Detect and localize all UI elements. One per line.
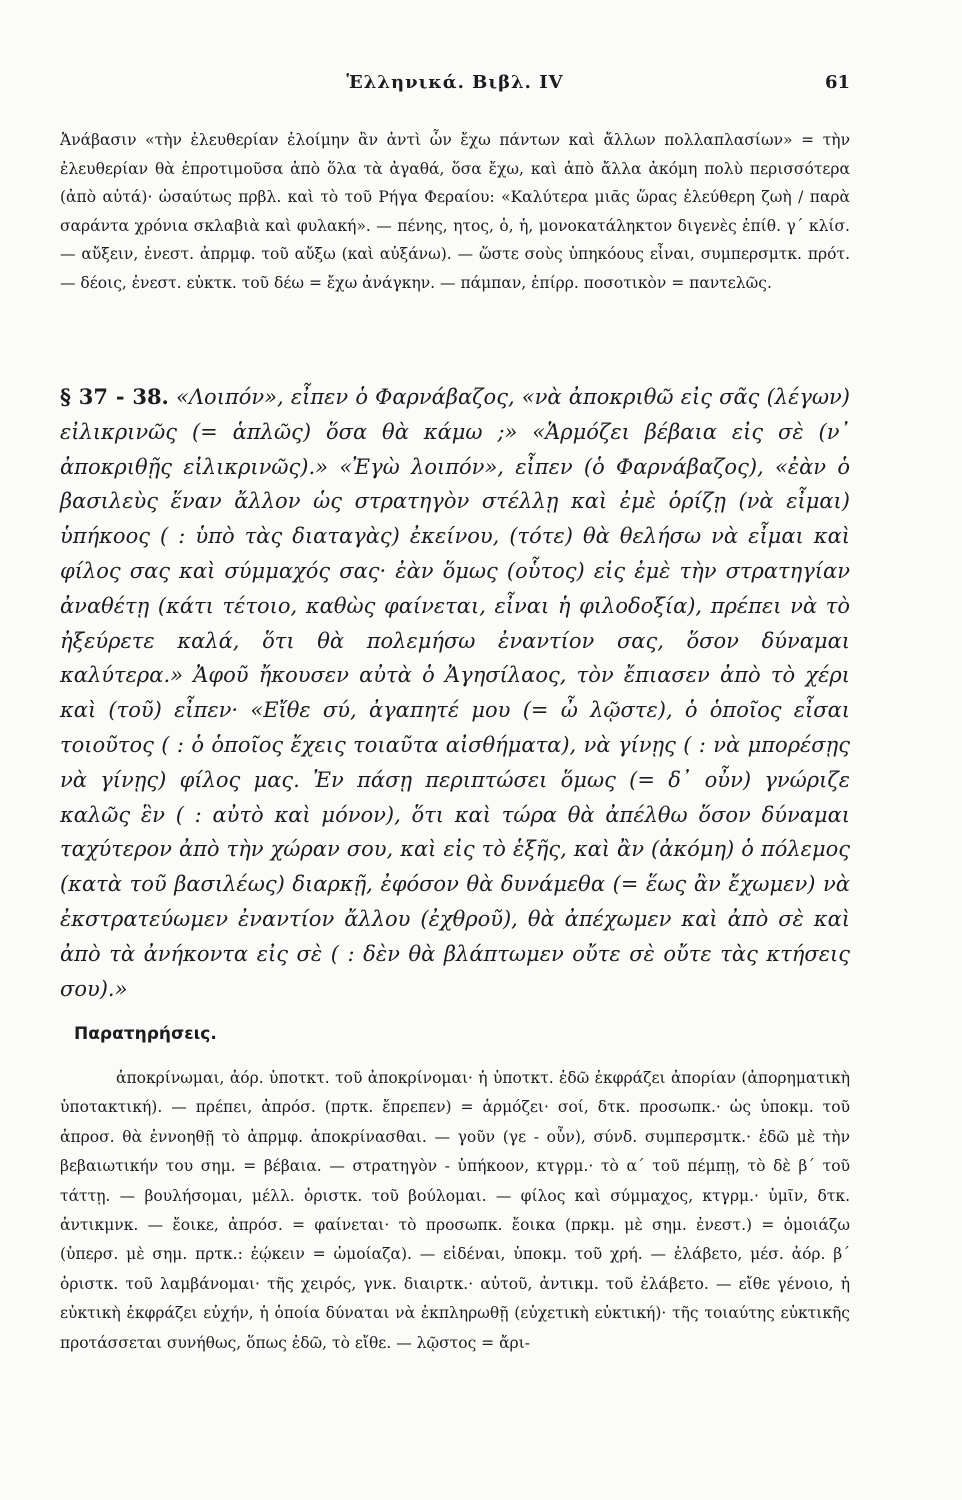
notes-paragraph: ἀποκρίνωμαι, ἀόρ. ὑποτκτ. τοῦ ἀποκρίνομαι· ἡ ὑποτκτ. ἐδῶ ἐκφράζει ἀπορίαν (ἀπορηματικὴ ὑποτακτική). — πρέπει, ἀπρόσ. (πρτκ. ἔπρεπεν) = ἁρμόζει· σοί, δτκ. προσωπκ.· ὡς ὑποκμ. τοῦ ἀπροσ. θὰ ἐννοηθῇ τὸ ἀπρμφ. ἀποκρίνασθαι. — γοῦν (γε - οὖν), σύνδ. συμπερσμτκ.· ἐδῶ μὲ τὴν βεβαιωτικήν του σημ. = βέβαια. — στρατηγὸν - ὑπήκοον, κτγρμ.· τὸ α΄ τοῦ πέμπῃ, τὸ δὲ β΄ τοῦ τάττῃ. — βουλήσομαι, μέλλ. ὁριστκ. τοῦ βούλομαι. — φίλος καὶ σύμμαχος, κτγρμ.· ὑμῖν, δτκ. ἀντικμνκ. — ἔοικε, ἀπρόσ. = φαίνεται· τὸ προσωπκ. ἔοικα (πρκμ. μὲ σημ. ἐνεστ.) = ὁμοιάζω (ὑπερσ. μὲ σημ. πρτκ.: ἐῴκειν = ὡμοίαζα). — εἰδέναι, ὑποκμ. τοῦ χρή. — ἐλάβετο, μέσ. ἀόρ. β΄ ὁριστκ. τοῦ λαμβάνομαι· τῆς χειρός, γνκ. διαιρτκ.· αὐτοῦ, ἀντικμ. τοῦ ἐλάβετο. — εἴθε γένοιο, ἡ εὐκτικὴ ἐκφράζει εὐχήν, ἡ ὁποία δύναται νὰ ἐκπληρωθῇ (εὐχετικὴ εὐκτική)· τῆς τοιαύτης εὐκτικῆς προτάσσεται συνήθως, ὅπως ἐδῶ, τὸ εἴθε. — λῷστος = ἄρι- [60, 1069, 850, 1352]
running-title: Ἑλληνικά. Βιβλ. IV [346, 72, 564, 93]
glossary-paragraph: Ἀνάβασιν «τὴν ἐλευθερίαν ἐλοίμην ἂν ἀντὶ ὧν ἔχω πάντων καὶ ἄλλων πολλαπλασίων» = τὴν ἐλευθερίαν θὰ ἐπροτιμοῦσα ἀπὸ ὅλα τὰ ἀγαθά, ὅσα ἔχω, καὶ ἀπὸ ἄλλα ἀκόμη πολὺ περισσότερα (ἀπὸ αὐτά)· ὡσαύτως πρβλ. καὶ τὸ τοῦ Ρήγα Φεραίου: «Καλύτερα μιᾶς ὥρας ἐλεύθερη ζωὴ / παρὰ σαράντα χρόνια σκλαβιὰ καὶ φυλακή». — πένης, ητος, ὁ, ἡ, μονοκατάληκτον διγενὲς ἐπίθ. γ΄ κλίσ. — αὔξειν, ἐνεστ. ἀπρμφ. τοῦ αὔξω (καὶ αὐξάνω). — ὥστε σοὺς ὑπηκόους εἶναι, συμπερσμτκ. πρότ. — δέοις, ἐνεστ. εὐκτκ. τοῦ δέω = ἔχω ἀνάγκην. — πάμπαν, ἐπίρρ. ποσοτικὸν = παντελῶς. [60, 131, 850, 292]
passage-text: «Λοιπόν», εἶπεν ὁ Φαρνάβαζος, «νὰ ἀποκριθῶ εἰς σᾶς (λέγων) εἰλικρινῶς (= ἁπλῶς) ὅσα θὰ κάμω ;» «Ἁρμόζει βέβαια εἰς σὲ (ν᾽ ἀποκριθῇς εἰλικρινῶς).» «Ἐγὼ λοιπόν», εἶπεν (ὁ Φαρνάβαζος), «ἐὰν ὁ βασιλεὺς ἕναν ἄλλον ὡς στρατηγὸν στέλλῃ καὶ ἐμὲ ὁρίζῃ (νὰ εἶμαι) ὑπήκοος ( : ὑπὸ τὰς διαταγὰς) ἐκείνου, (τότε) θὰ θελήσω νὰ εἶμαι καὶ φίλος σας καὶ σύμμαχός σας· ἐὰν ὅμως (οὗτος) εἰς ἐμὲ τὴν στρατηγίαν ἀναθέτῃ (κάτι τέτοιο, καθὼς φαίνεται, εἶναι ἡ φιλοδοξία), πρέπει νὰ τὸ ἠξεύρετε καλά, ὅτι θὰ πολεμήσω ἐναντίον σας, ὅσον δύναμαι καλύτερα.» Ἀφοῦ ἤκουσεν αὐτὰ ὁ Ἀγησίλαος, τὸν ἔπιασεν ἀπὸ τὸ χέρι καὶ (τοῦ) εἶπεν· «Εἴθε σύ, ἀγαπητέ μου (= ὦ λῷστε), ὁ ὁποῖος εἶσαι τοιοῦτος ( : ὁ ὁποῖος ἔχεις τοιαῦτα αἰσθήματα), νὰ γίνῃς ( : νὰ μπορέσῃς νὰ γίνῃς) φίλος μας. Ἐν πάσῃ περιπτώσει ὅμως (= δ᾽ οὖν) γνώριζε καλῶς ἓν ( : αὐτὸ καὶ μόνον), ὅτι καὶ τώρα θὰ ἀπέλθω ὅσον δύναμαι ταχύτερον ἀπὸ τὴν χώραν σου, καὶ εἰς τὸ ἑξῆς, καὶ ἂν (ἀκόμη) ὁ πόλεμος (κατὰ τοῦ βασιλέως) διαρκῇ, ἐφόσον θὰ δυνάμεθα (= ἕως ἂν ἔχωμεν) νὰ ἐκστρατεύωμεν ἐναντίον ἄλλου (ἐχθροῦ), θὰ ἀπέχωμεν καὶ ἀπὸ σὲ καὶ ἀπὸ τὰ ἀνήκοντα εἰς σὲ ( : δὲν θὰ βλάπτωμεν οὔτε σὲ οὔτε τὰς κτήσεις σου).» [60, 385, 850, 1001]
page-header [60, 72, 850, 102]
observations-heading: Παρατηρήσεις. [74, 1024, 217, 1044]
section-mark: § 37 - 38. [60, 384, 169, 409]
page-number: 61 [824, 72, 850, 93]
passage-block [60, 380, 850, 1006]
glossary-block [60, 126, 850, 297]
passage-paragraph [60, 380, 850, 1006]
notes-block [60, 1064, 850, 1358]
